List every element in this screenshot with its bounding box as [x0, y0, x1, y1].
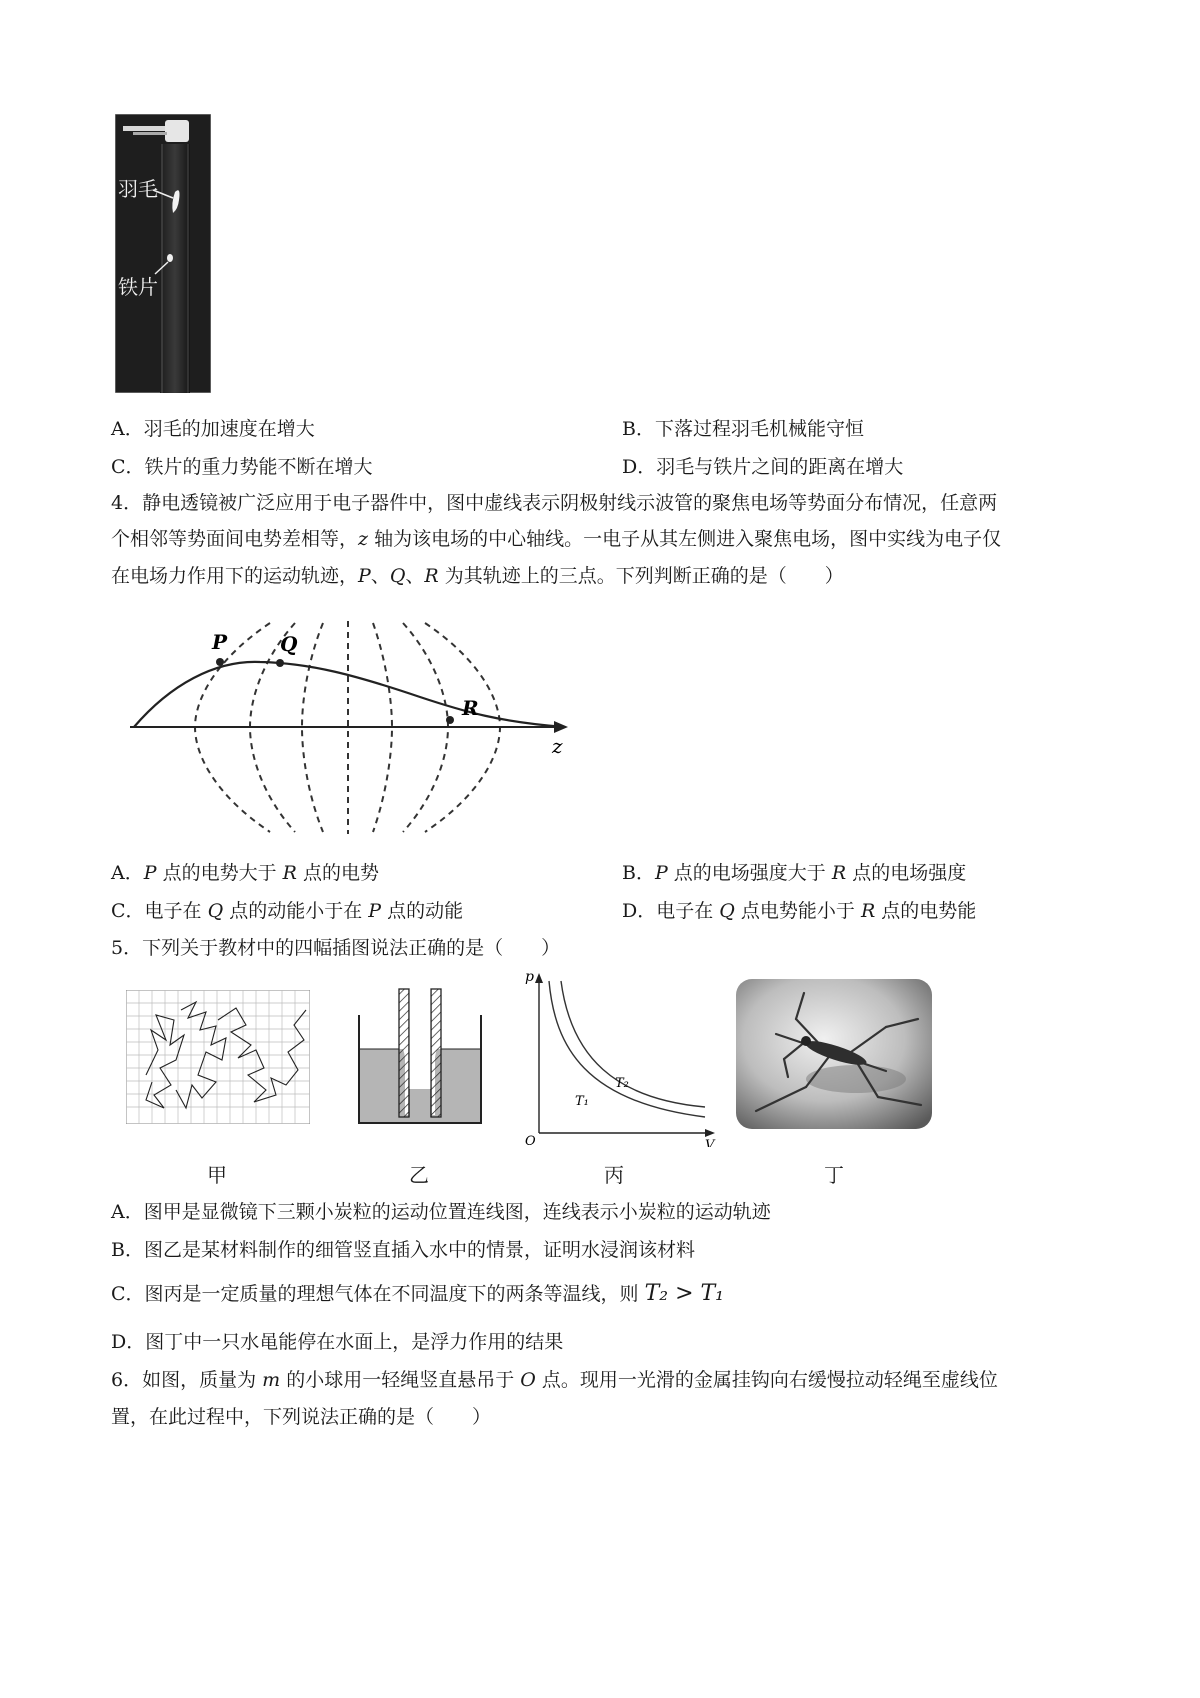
t1-label: T₁: [575, 1094, 589, 1109]
axis-v-label: V: [705, 1138, 715, 1147]
feather-iron-photo: [115, 114, 211, 393]
t2-label: T₂: [615, 1076, 629, 1091]
caption-ding: 丁: [824, 1163, 844, 1187]
brownian-motion-figure: [126, 990, 310, 1124]
caption-yi: 乙: [409, 1163, 429, 1187]
label-q: Q: [280, 632, 298, 656]
label-r: R: [462, 696, 479, 720]
q5-option-a: A．图甲是显微镜下三颗小炭粒的运动位置连线图，连线表示小炭粒的运动轨迹: [111, 1201, 771, 1223]
caption-bing: 丙: [604, 1163, 624, 1187]
axis-p-label: p: [525, 969, 534, 985]
t-relation: T₂ > T₁: [644, 1281, 724, 1306]
feather-label: 羽毛: [118, 177, 158, 201]
label-z: z: [552, 734, 563, 758]
isotherm-graph: [515, 967, 720, 1147]
q4-option-b: B．P 点的电场强度大于 R 点的电场强度: [622, 862, 967, 884]
iron-label: 铁片: [118, 275, 158, 299]
q3-option-d: D．羽毛与铁片之间的距离在增大: [622, 456, 904, 478]
q5-option-d: D．图丁中一只水黾能停在水面上，是浮力作用的结果: [111, 1331, 564, 1353]
q5-stem: 5．下列关于教材中的四幅插图说法正确的是（ ）: [111, 937, 561, 959]
caption-jia: 甲: [207, 1163, 227, 1187]
capillary-tube-figure: [355, 987, 485, 1127]
q4-stem-line3: 在电场力作用下的运动轨迹，P、Q、R 为其轨迹上的三点。下列判断正确的是（ ）: [111, 565, 844, 587]
origin-label: O: [525, 1134, 536, 1147]
water-strider-photo: [736, 979, 932, 1129]
q3-option-c: C．铁片的重力势能不断在增大: [111, 456, 373, 478]
q4-option-d: D．电子在 Q 点电势能小于 R 点的电势能: [622, 900, 977, 922]
q4-stem-line1: 4．静电透镜被广泛应用于电子器件中，图中虚线表示阴极射线示波管的聚焦电场等势面分布情况，任意两: [111, 492, 998, 514]
q5-option-c: C．图丙是一定质量的理想气体在不同温度下的两条等温线，则 T₂ > T₁: [111, 1281, 724, 1306]
electrostatic-lens-diagram: [120, 615, 580, 840]
q4-stem-line2: 个相邻等势面间电势差相等，z 轴为该电场的中心轴线。一电子从其左侧进入聚焦电场，图中实线为电子仅: [111, 528, 1002, 550]
label-p: P: [212, 630, 228, 654]
q3-option-b: B．下落过程羽毛机械能守恒: [622, 418, 864, 440]
q6-stem-line1: 6．如图，质量为 m 的小球用一轻绳竖直悬吊于 O 点。现用一光滑的金属挂钩向右缓慢拉动轻绳至虚线位: [111, 1369, 998, 1391]
q5-option-b: B．图乙是某材料制作的细管竖直插入水中的情景，证明水浸润该材料: [111, 1239, 695, 1261]
q6-stem-line2: 置，在此过程中，下列说法正确的是（ ）: [111, 1406, 492, 1428]
q4-option-a: A．P 点的电势大于 R 点的电势: [111, 862, 379, 884]
q3-option-a: A．羽毛的加速度在增大: [111, 418, 315, 440]
q4-option-c: C．电子在 Q 点的动能小于在 P 点的动能: [111, 900, 464, 922]
